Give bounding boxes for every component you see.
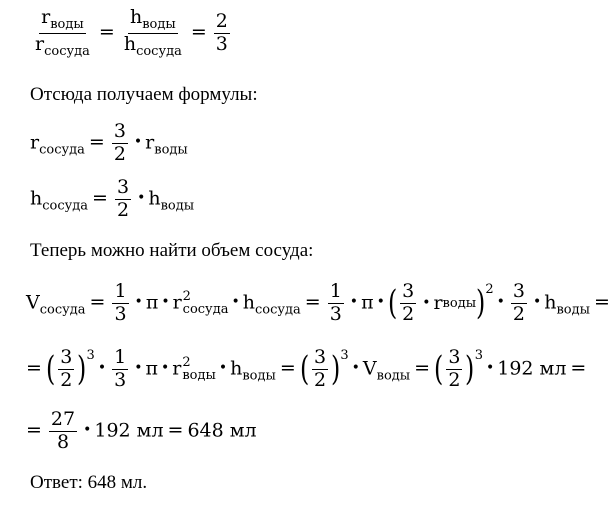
formulas-intro-text: Отсюда получаем формулы:: [30, 84, 258, 105]
radius-ratio-fraction: $\frac{r_{воды}}{r_{сосуда}}$: [35, 6, 90, 59]
height-formula: $h_{сосуда}$ = $\frac{3}{2}$ • $h_{воды}$: [30, 176, 195, 221]
volume-equation-line-2: = ( $\frac{3}{2}$ ) 3 • $\frac{1}{3}$ • π • r 2 воды • $h_{воды}$ = ( $\frac{3}{2}$ ) 3 • $V_{воды}$ = ( $\frac{3}{2}$ ) 3 • 192 мл =: [26, 346, 587, 391]
volume-equation-line-1: $V_{сосуда}$ = $\frac{1}{3}$ • π • r 2 сосуда • $h_{сосуда}$ = $\frac{1}{3}$ • π • ( $\frac{3}{2}$ • r воды ) 2 • $\frac{3}{2}$ • $h_{воды}$ =: [26, 280, 610, 325]
ratio-equation: $\frac{r_{воды}}{r_{сосуда}}$ = $\frac{h_{воды}}{h_{сосуда}}$ = $\frac{2}{3}$: [35, 6, 228, 59]
find-volume-intro-text: Теперь можно найти объем сосуда:: [30, 240, 314, 261]
height-ratio-fraction: $\frac{h_{воды}}{h_{сосуда}}$: [123, 6, 182, 59]
volume-equation-line-3: = $\frac{27}{8}$ • 192 мл = 648 мл: [26, 408, 257, 453]
radius-formula: $r_{сосуда}$ = $\frac{3}{2}$ • $r_{воды}$: [30, 120, 188, 165]
answer-text: Ответ: 648 мл.: [30, 472, 148, 493]
two-thirds-fraction: $\frac{2}{3}$: [215, 9, 228, 55]
